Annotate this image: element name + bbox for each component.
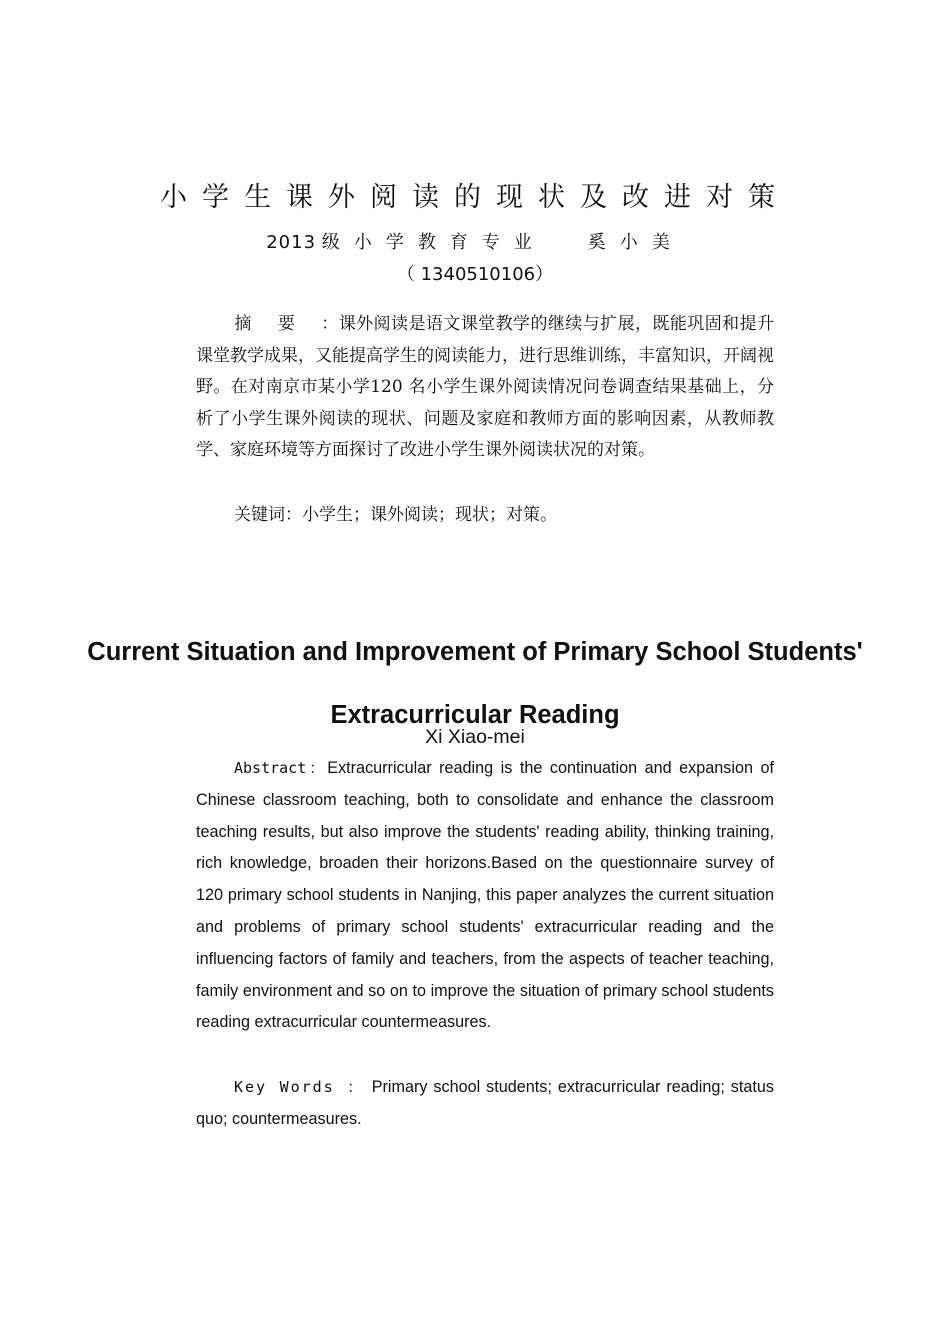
chinese-abstract-text: 课外阅读是语文课堂教学的继续与扩展，既能巩固和提升课堂教学成果，又能提高学生的阅读能力，进行思维训练，丰富知识，开阔视野。在对南京市某小学120 名小学生课外阅读情况问卷调查结果基础上，分析了小学生课外阅读的现状、问题及家庭和教师方面的影响因素，从教师教学、家庭环境等方面探讨了改进小学生课外阅读状况的对策。 [196,314,775,460]
chinese-title: 小学生课外阅读的现状及改进对策 [160,182,790,214]
chinese-abstract-colon: ： [321,314,339,334]
chinese-keywords-label: 关键词 [234,505,285,525]
english-keywords-text: Primary school students; extracurricular reading; status quo; countermeasures. [196,1078,774,1128]
english-abstract-label: Abstract： [234,759,328,777]
enrollment-year: 2013 [266,232,317,253]
english-author-name: Xi Xiao-mei [425,726,525,748]
english-keywords [196,1072,774,1136]
chinese-keywords-text: 小学生；课外阅读；现状；对策。 [302,505,557,525]
chinese-keywords-colon: ： [285,505,302,525]
chinese-abstract [196,309,774,467]
chinese-author-line [0,230,950,256]
english-abstract-text: Extracurricular reading is the continuation and expansion of Chinese classroom teaching, both to consolidate and enhance the classroom teaching results, but also improve the students' reading ability, thinking training, rich knowledge, broaden their horizons.Based on the questionnaire survey of 120 primary school students in Nanjing, this paper analyzes the current situation and problems of primary school students' extracurricular reading and the influencing factors of family and teachers, from the aspects of teacher teaching, family environment and so on to improve the situation of primary school students reading extracurricular countermeasures. [196,759,774,1032]
english-abstract [196,753,774,1039]
program-name: 级小学教育专业 [321,232,546,253]
student-id-line [0,262,950,288]
student-id: 1340510106 [420,264,536,285]
student-id-close-paren: ） [535,264,554,285]
chinese-keywords [234,500,557,531]
english-keywords-label: Key Words ： [234,1078,366,1096]
chinese-abstract-label: 摘要 [234,314,322,334]
student-id-open-paren: （ [396,264,415,285]
english-title: Current Situation and Improvement of Primary School Students' Extracurricular Reading [87,638,863,730]
chinese-author-name: 奚小美 [587,232,684,253]
